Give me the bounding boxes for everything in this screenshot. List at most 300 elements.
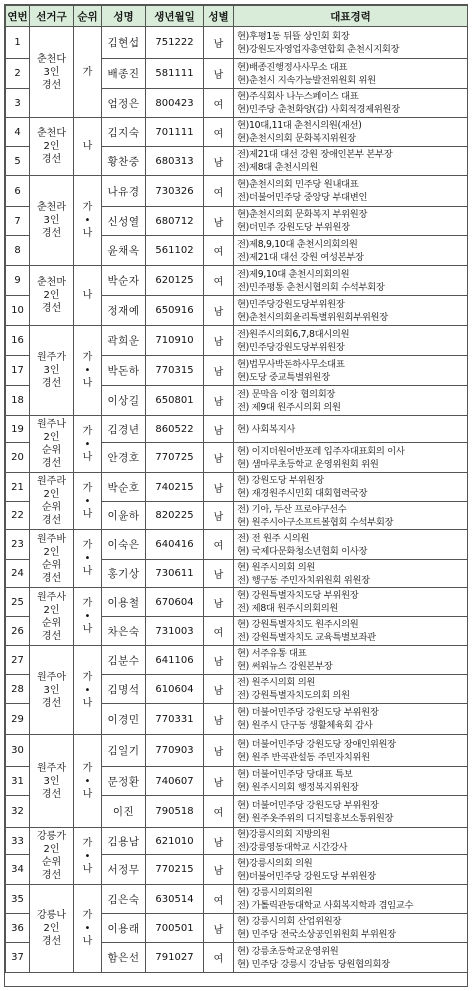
district-cell: [30, 416, 74, 473]
rank-line: 가: [82, 762, 93, 774]
district-line: 2인: [43, 546, 60, 558]
candidate-name: 엄정은: [102, 89, 146, 118]
district-cell: [30, 646, 74, 735]
birth-date: 790518: [146, 796, 204, 828]
candidate-name: 이상길: [102, 386, 146, 416]
table-row: [6, 118, 468, 147]
birth-date: 800423: [146, 89, 204, 118]
rank-line: 나: [82, 936, 93, 947]
rank-line: 가: [82, 202, 93, 213]
birth-date: 700501: [146, 914, 204, 943]
career-cell: [234, 356, 468, 386]
district-line: 순위: [41, 857, 62, 868]
rank-line: 가: [82, 598, 93, 609]
birth-date: 860522: [146, 416, 204, 443]
career-line: 현)배종진행정사사무소 대표: [237, 61, 348, 73]
rank-line: 나: [82, 697, 93, 709]
career-line: 현) 강릉시의회 산업위원장: [237, 916, 342, 927]
rank-line: •: [84, 215, 91, 226]
birth-date: 701111: [146, 118, 204, 147]
career-line: 현)춘천시 지속가능발전위원회 위원: [237, 74, 376, 86]
birth-date: 620125: [146, 266, 204, 296]
rank-cell: [74, 27, 102, 118]
career-cell: [234, 704, 468, 735]
rank-line: 나: [82, 566, 93, 577]
table-row: [6, 588, 468, 617]
district-line: 원주자: [37, 762, 66, 774]
district-line: 경선: [41, 870, 62, 881]
career-cell: [234, 735, 468, 767]
birth-date: 820225: [146, 502, 204, 530]
row-number: 2: [6, 59, 30, 89]
row-number: 3: [6, 89, 30, 118]
gender: 남: [204, 704, 234, 735]
gender: 남: [204, 646, 234, 675]
rank-cell: [74, 735, 102, 828]
row-number: 22: [6, 502, 30, 530]
row-number: 33: [6, 828, 30, 855]
candidate-name: 차은숙: [102, 617, 146, 646]
district-cell: [30, 326, 74, 416]
gender: 여: [204, 796, 234, 828]
career-line: 현) 더불어민주당 당대표 특보: [237, 769, 353, 780]
career-cell: [234, 914, 468, 943]
row-number: 21: [6, 473, 30, 502]
career-cell: [234, 236, 468, 266]
career-line: 현) 써워뉴스 강원본부장: [237, 661, 333, 672]
table-row: [6, 530, 468, 560]
rank-line: 나: [82, 624, 93, 635]
career-line: 현) 강원도당 부위원장: [237, 475, 324, 486]
career-line: 현) 재경원주시민회 대회협력국장: [237, 488, 368, 499]
career-line: 현) 강원특별자치도당 부위원장: [237, 590, 359, 601]
rank-line: 가: [82, 671, 93, 683]
table-row: [6, 473, 468, 502]
career-line: 현)춘천시의회 문화복지 부위원장: [237, 209, 368, 220]
career-cell: [234, 147, 468, 176]
rank-cell: [74, 646, 102, 735]
district-line: 순위: [41, 445, 62, 456]
gender: 남: [204, 560, 234, 588]
candidate-name: 김명석: [102, 675, 146, 704]
career-cell: [234, 207, 468, 236]
gender: 여: [204, 89, 234, 118]
table-row: [6, 416, 468, 443]
career-line: 현) 원주시아구소프트볼협회 수석부회장: [237, 516, 394, 528]
career-line: 전) 제8대 원주시의회의원: [237, 603, 339, 614]
rank-cell: [74, 828, 102, 885]
table-row: [6, 735, 468, 767]
header-rank: 순위: [74, 6, 102, 27]
district-cell: [30, 885, 74, 973]
rank-line: 가: [82, 910, 93, 921]
district-cell: [30, 27, 74, 118]
career-cell: [234, 588, 468, 617]
career-line: 현) 이지더원어반포레 입주자대표회의 이사: [237, 445, 405, 457]
career-line: 전) 가톨릭관동대학교 사회복지학과 겸임교수: [237, 900, 414, 911]
rank-line: 나: [82, 290, 93, 301]
row-number: 9: [6, 266, 30, 296]
career-line: 현) 국제다문화청소년협회 이사장: [237, 545, 368, 557]
header-birth: 생년월일: [146, 6, 204, 27]
career-line: 전) 강원특별자치도의회 의원: [237, 690, 350, 701]
row-number: 23: [6, 530, 30, 560]
career-line: 전)제8,9,10대 춘천시의회의원: [237, 238, 358, 250]
district-line: 3인: [43, 215, 60, 226]
birth-date: 640416: [146, 530, 204, 560]
rank-cell: [74, 530, 102, 588]
career-line: 현)더불어민주당 강원도당 부위원장: [237, 870, 376, 882]
career-line: 전)민주평통 춘천시협의회 수석부회장: [237, 281, 385, 293]
career-line: 전) 강원특별자치도 교육특별보좌관: [237, 632, 376, 643]
candidate-name: 김경년: [102, 416, 146, 443]
row-number: 10: [6, 296, 30, 326]
career-cell: [234, 885, 468, 914]
birth-date: 650916: [146, 296, 204, 326]
rank-line: 나: [82, 378, 93, 389]
rank-line: •: [84, 850, 91, 862]
career-line: 현)10대,11대 춘천시의원(재선): [237, 120, 362, 131]
row-number: 20: [6, 443, 30, 473]
district-line: 경선: [41, 630, 62, 642]
district-line: 원주가: [37, 352, 66, 363]
career-line: 현)강원도자영업자총연합회 춘천시지회장: [237, 43, 400, 55]
candidate-name: 신성열: [102, 207, 146, 236]
district-cell: [30, 530, 74, 588]
candidate-name: 김분수: [102, 646, 146, 675]
rank-cell: [74, 473, 102, 530]
rank-line: 나: [82, 228, 93, 239]
candidate-name: 윤채옥: [102, 236, 146, 266]
rank-line: 가: [82, 352, 93, 363]
header-gender: 성별: [204, 6, 234, 27]
district-line: 경선: [41, 788, 62, 800]
career-line: 현)춘천시의회윤리특별위원회부위원장: [237, 311, 388, 323]
gender: 남: [204, 207, 234, 236]
row-number: 31: [6, 767, 30, 796]
rank-cell: [74, 118, 102, 176]
career-cell: [234, 416, 468, 443]
rank-line: •: [84, 775, 91, 787]
district-line: 춘천다: [37, 53, 66, 65]
birth-date: 791027: [146, 943, 204, 973]
district-line: 2인: [43, 141, 60, 152]
gender: 여: [204, 236, 234, 266]
candidate-name: 박순자: [102, 266, 146, 296]
gender: 남: [204, 416, 234, 443]
district-line: 강릉가: [37, 831, 66, 842]
district-line: 원주아: [37, 671, 66, 683]
career-cell: [234, 767, 468, 796]
gender: 남: [204, 735, 234, 767]
candidate-name: 이윤하: [102, 502, 146, 530]
table-row: [6, 828, 468, 855]
rank-line: 나: [82, 141, 93, 152]
header-district: 선거구: [30, 6, 74, 27]
career-line: 현) 강릉시의회의원: [237, 887, 313, 898]
rank-line: 나: [82, 508, 93, 520]
birth-date: 770215: [146, 855, 204, 885]
district-line: 경선: [41, 79, 62, 91]
district-line: 원주바: [37, 533, 66, 545]
district-cell: [30, 828, 74, 885]
gender: 남: [204, 27, 234, 59]
career-cell: [234, 796, 468, 828]
career-line: 현)민주당강원도당부위원장: [237, 341, 345, 353]
gender: 남: [204, 326, 234, 356]
candidate-name: 황찬중: [102, 147, 146, 176]
career-cell: [234, 386, 468, 416]
row-number: 16: [6, 326, 30, 356]
career-line: 전)제8대 춘천시의원: [237, 162, 319, 173]
candidate-name: 이용철: [102, 588, 146, 617]
candidate-name: 정재예: [102, 296, 146, 326]
district-line: 순위: [41, 617, 62, 629]
rank-line: 가: [82, 482, 93, 494]
district-line: 2인: [43, 923, 60, 934]
gender: 남: [204, 855, 234, 885]
birth-date: 670604: [146, 588, 204, 617]
birth-date: 770315: [146, 356, 204, 386]
district-cell: [30, 588, 74, 646]
career-cell: [234, 560, 468, 588]
district-line: 경선: [41, 154, 62, 165]
row-number: 1: [6, 27, 30, 59]
birth-date: 630514: [146, 885, 204, 914]
candidate-name: 서정무: [102, 855, 146, 885]
row-number: 30: [6, 735, 30, 767]
district-line: 2인: [43, 604, 60, 616]
candidate-name: 김은숙: [102, 885, 146, 914]
career-line: 현) 더불어민주당 강원도당 장애인위원장: [237, 738, 396, 750]
career-line: 현)도당 중교특별위원장: [237, 371, 330, 383]
row-number: 5: [6, 147, 30, 176]
rank-cell: [74, 416, 102, 473]
table-row: [6, 646, 468, 675]
career-line: 현)후평1동 뒤뜰 상인회 회장: [237, 30, 350, 42]
candidate-name: 문정환: [102, 767, 146, 796]
district-line: 경선: [41, 515, 62, 526]
rank-line: 나: [82, 451, 93, 463]
birth-date: 581111: [146, 59, 204, 89]
gender: 여: [204, 118, 234, 147]
gender: 남: [204, 914, 234, 943]
rank-line: 가: [82, 425, 93, 437]
rank-cell: [74, 588, 102, 646]
gender: 여: [204, 176, 234, 207]
career-line: 현) 강릉초등학교운영위원: [237, 945, 339, 957]
rank-line: •: [84, 438, 91, 450]
career-line: 현) 원주시의회 행정복지위원장: [237, 782, 359, 793]
row-number: 34: [6, 855, 30, 885]
career-cell: [234, 266, 468, 296]
gender: 여: [204, 530, 234, 560]
birth-date: 730326: [146, 176, 204, 207]
birth-date: 621010: [146, 828, 204, 855]
header-row: [6, 6, 468, 27]
candidate-name: 함은선: [102, 943, 146, 973]
candidate-name: 김지숙: [102, 118, 146, 147]
rank-cell: [74, 266, 102, 326]
district-line: 경선: [41, 458, 62, 469]
career-cell: [234, 89, 468, 118]
career-line: 전) 원주시의회 의원: [237, 677, 316, 688]
career-line: 전) 제9대 원주시의회 의원: [237, 401, 341, 413]
rank-line: •: [84, 365, 91, 376]
career-cell: [234, 326, 468, 356]
career-line: 전)제21대 대선 강원 여성본부장: [237, 251, 364, 263]
candidate-name: 박돈하: [102, 356, 146, 386]
district-line: 2인: [43, 432, 60, 443]
gender: 남: [204, 59, 234, 89]
rank-cell: [74, 326, 102, 416]
rank-cell: [74, 885, 102, 973]
career-cell: [234, 943, 468, 973]
gender: 남: [204, 356, 234, 386]
district-line: 춘천라: [37, 202, 66, 213]
row-number: 27: [6, 646, 30, 675]
district-line: 경선: [41, 936, 62, 947]
district-line: 원주나: [37, 419, 66, 430]
rank-cell: [74, 176, 102, 266]
career-line: 현)춘천시의회 문화복지위원장: [237, 133, 356, 144]
career-line: 전) 기아, 두산 프로야구선수: [237, 503, 347, 515]
career-line: 현) 원주 반곡관설동 주민자치위원: [237, 751, 370, 763]
table-row: [6, 27, 468, 59]
gender: 남: [204, 828, 234, 855]
gender: 여: [204, 617, 234, 646]
birth-date: 751222: [146, 27, 204, 59]
gender: 남: [204, 147, 234, 176]
row-number: 36: [6, 914, 30, 943]
career-line: 현) 사회복지사: [237, 423, 296, 435]
district-line: 3인: [43, 365, 60, 376]
career-cell: [234, 675, 468, 704]
header-name: 성명: [102, 6, 146, 27]
gender: 남: [204, 588, 234, 617]
row-number: 26: [6, 617, 30, 646]
rank-line: •: [84, 553, 91, 564]
candidate-name: 곽희운: [102, 326, 146, 356]
career-cell: [234, 473, 468, 502]
career-line: 현)민주당강원도당부위원장: [237, 298, 345, 310]
career-line: 현)춘천시의회 민주당 원내대표: [237, 179, 359, 190]
rank-line: •: [84, 611, 91, 622]
district-line: 2인: [43, 844, 60, 855]
gender: 남: [204, 296, 234, 326]
header-no: 연번: [6, 6, 30, 27]
candidate-name: 나유경: [102, 176, 146, 207]
birth-date: 650801: [146, 386, 204, 416]
candidate-sheet: [4, 4, 468, 987]
candidate-name: 이진: [102, 796, 146, 828]
candidate-name: 안경호: [102, 443, 146, 473]
district-line: 원주라: [37, 476, 66, 487]
birth-date: 730611: [146, 560, 204, 588]
row-number: 32: [6, 796, 30, 828]
row-number: 19: [6, 416, 30, 443]
career-line: 현) 원주옷주위의 디지털홍보소통위원장: [237, 812, 394, 824]
district-line: 경선: [41, 572, 62, 584]
birth-date: 740607: [146, 767, 204, 796]
career-line: 현) 강원특별자치도 원주시의원: [237, 619, 359, 630]
candidate-table: [5, 5, 468, 973]
career-cell: [234, 646, 468, 675]
district-line: 경선: [41, 303, 62, 314]
table-row: [6, 176, 468, 207]
career-cell: [234, 27, 468, 59]
district-line: 경선: [41, 228, 62, 239]
career-cell: [234, 176, 468, 207]
rank-line: 가: [82, 837, 93, 849]
row-number: 24: [6, 560, 30, 588]
row-number: 28: [6, 675, 30, 704]
gender: 남: [204, 675, 234, 704]
career-cell: [234, 855, 468, 885]
district-line: 순위: [41, 502, 62, 513]
career-cell: [234, 617, 468, 646]
career-line: 전)강릉영동대학교 시간강사: [237, 842, 348, 853]
birth-date: 740215: [146, 473, 204, 502]
gender: 남: [204, 767, 234, 796]
candidate-name: 김용남: [102, 828, 146, 855]
district-line: 3인: [43, 684, 60, 696]
district-line: 경선: [41, 697, 62, 709]
district-line: 순위: [41, 559, 62, 571]
birth-date: 710910: [146, 326, 204, 356]
district-line: 강릉나: [37, 910, 66, 921]
row-number: 8: [6, 236, 30, 266]
career-line: 전)제21대 대선 강원 장애인본부 본부장: [237, 149, 393, 160]
row-number: 17: [6, 356, 30, 386]
career-line: 현) 더불어민주당 강원도당 부위원장: [237, 799, 379, 811]
district-line: 춘천다: [37, 128, 66, 139]
candidate-name: 김현섭: [102, 27, 146, 59]
candidate-name: 배종진: [102, 59, 146, 89]
birth-date: 680712: [146, 207, 204, 236]
candidate-name: 김일기: [102, 735, 146, 767]
career-cell: [234, 443, 468, 473]
career-line: 현) 민주당 강릉시 강남동 당원협의회장: [237, 958, 390, 970]
rank-line: 가: [82, 66, 93, 78]
career-line: 현)법무사박돈하사무소대표: [237, 358, 345, 370]
birth-date: 610604: [146, 675, 204, 704]
rank-line: 가: [82, 540, 93, 551]
rank-line: •: [84, 495, 91, 507]
career-line: 전) 행구동 주민자치위원회 위원장: [237, 574, 370, 586]
career-line: 현)강릉시의회 의원: [237, 857, 313, 869]
row-number: 37: [6, 943, 30, 973]
row-number: 4: [6, 118, 30, 147]
district-cell: [30, 176, 74, 266]
row-number: 29: [6, 704, 30, 735]
gender: 여: [204, 266, 234, 296]
career-line: 전) 전 원주 시의원: [237, 532, 310, 544]
gender: 남: [204, 443, 234, 473]
career-line: 전)원주시의회6,7,8대시의원: [237, 328, 350, 340]
career-line: 현) 민주당 전국소상공인위원회 부위원장: [237, 929, 396, 940]
candidate-name: 이숙은: [102, 530, 146, 560]
candidate-name: 이경민: [102, 704, 146, 735]
district-line: 3인: [43, 66, 60, 78]
career-cell: [234, 59, 468, 89]
career-line: 현)더민주 강원도당 부위원장: [237, 222, 350, 233]
career-line: 현) 서주유통 대표: [237, 648, 307, 659]
career-line: 전) 문막읍 이장 협의회장: [237, 388, 336, 400]
career-cell: [234, 296, 468, 326]
candidate-name: 박순호: [102, 473, 146, 502]
row-number: 35: [6, 885, 30, 914]
